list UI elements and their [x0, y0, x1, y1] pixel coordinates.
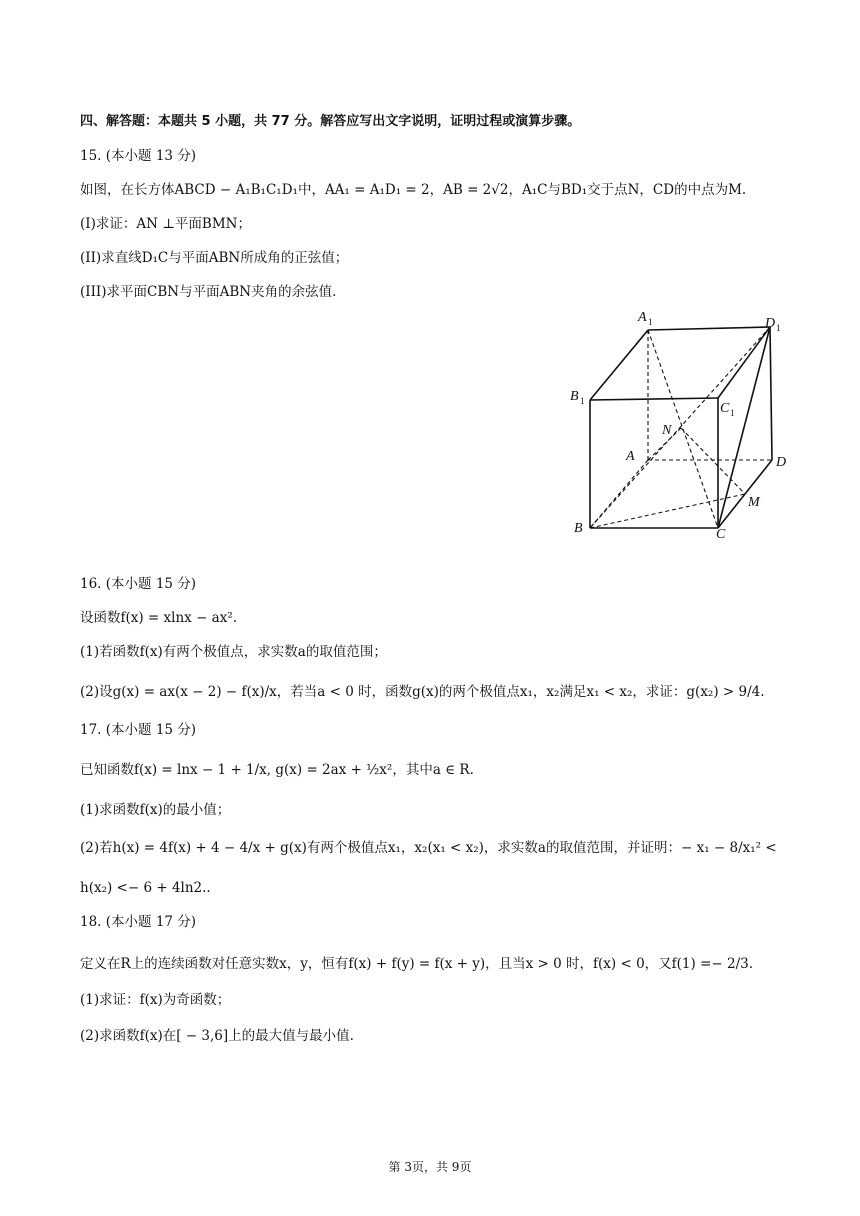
label-a1: A — [638, 310, 647, 325]
q16-stem: 设函数f(x) = xlnx − ax². — [80, 610, 238, 626]
label-d: D — [776, 455, 787, 470]
q17-part2-line1: (2)若h(x) = 4f(x) + 4 − 4/x + g(x)有两个极值点x₁，x₂(x₁ < x₂)，求实数a的取值范围，并证明：− x₁ − 8/x₁² < — [80, 840, 777, 856]
q18-part1: (1)求证：f(x)为奇函数； — [80, 992, 231, 1008]
q17-title: 17. (本小题 15 分) — [80, 722, 197, 738]
svg-text:1: 1 — [730, 408, 735, 418]
label-a: A — [626, 449, 635, 464]
label-b1: B — [570, 389, 579, 404]
q15-part2: (II)求直线D₁C与平面ABN所成角的正弦值； — [80, 250, 349, 266]
q16-part2: (2)设g(x) = ax(x − 2) − f(x)/x，若当a < 0 时，函数g(x)的两个极值点x₁，x₂满足x₁ < x₂，求证：g(x₂) > 9/4. — [80, 684, 765, 700]
edge-d1-c — [718, 327, 770, 528]
svg-text:1: 1 — [580, 396, 585, 406]
q15-title: 15. (本小题 13 分) — [80, 148, 197, 164]
cuboid-figure — [560, 300, 800, 550]
q15-stem: 如图，在长方体ABCD − A₁B₁C₁D₁中，AA₁ = A₁D₁ = 2，AB = 2√2，A₁C与BD₁交于点N，CD的中点为M. — [80, 182, 747, 198]
label-b: B — [574, 521, 583, 536]
edge-d1-d — [770, 327, 772, 460]
q17-stem: 已知函数f(x) = lnx − 1 + 1/x, g(x) = 2ax + ½x²，其中a ∈ R. — [80, 762, 474, 778]
q16-part1: (1)若函数f(x)有两个极值点，求实数a的取值范围； — [80, 644, 387, 660]
q18-stem: 定义在R上的连续函数对任意实数x，y，恒有f(x) + f(y) = f(x + y)，且当x > 0 时，f(x) < 0，又f(1) =− 2/3. — [80, 956, 754, 972]
q17-part1: (1)求函数f(x)的最小值； — [80, 802, 231, 818]
section-header: 四、解答题：本题共 5 小题，共 77 分。解答应写出文字说明，证明过程或演算步骤。 — [80, 114, 581, 129]
label-c1: C — [720, 401, 730, 416]
edge-a1-d1 — [648, 327, 770, 330]
edge-a-b — [590, 460, 648, 528]
label-d1: D — [765, 316, 776, 331]
q17-part2-line2: h(x₂) <− 6 + 4ln2.. — [80, 880, 211, 896]
label-m: M — [748, 495, 760, 510]
edge-b1-c1 — [590, 398, 718, 400]
diag-a1-c — [648, 330, 718, 528]
q18-title: 18. (本小题 17 分) — [80, 914, 197, 930]
q15-part3: (III)求平面CBN与平面ABN夹角的余弦值. — [80, 284, 337, 300]
page-footer: 第 3页，共 9页 — [388, 1160, 472, 1174]
diag-b-d1 — [590, 327, 770, 528]
svg-text:1: 1 — [776, 323, 781, 333]
q16-title: 16. (本小题 15 分) — [80, 576, 197, 592]
q15-part1: (I)求证：AN ⊥平面BMN； — [80, 216, 251, 232]
label-n: N — [662, 423, 672, 438]
svg-text:1: 1 — [648, 317, 653, 327]
label-c: C — [716, 527, 726, 542]
edge-c1-d1 — [718, 327, 770, 398]
q18-part2: (2)求函数f(x)在[ − 3,6]上的最大值与最小值. — [80, 1028, 354, 1044]
edge-a1-b1 — [590, 330, 648, 400]
